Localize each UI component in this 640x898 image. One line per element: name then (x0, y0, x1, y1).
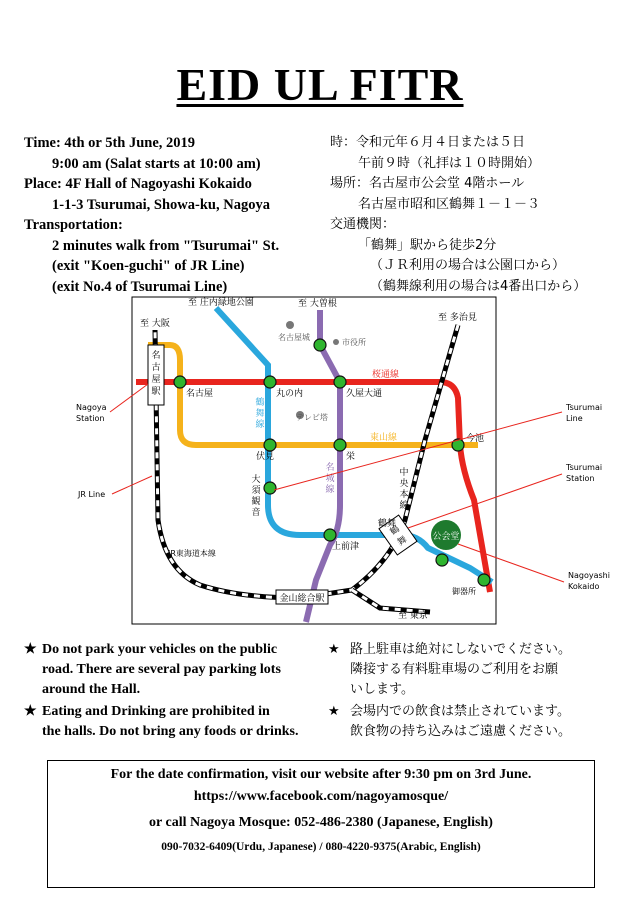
station-marunouchi-marker (264, 376, 276, 388)
ann-tsurumai-station: Tsurumai Station (566, 463, 603, 483)
contact-line-3: or call Nagoya Mosque: 052-486-2380 (Japanese, English) (149, 815, 493, 830)
english-details (24, 133, 279, 297)
star-icon: ★ (24, 704, 37, 719)
station-gokisho-marker (478, 574, 490, 586)
note-eating-ja: ★ 会場内での飲食は禁止されています。 飲食物の持ち込みはご遠慮ください。 (328, 704, 572, 739)
transport-line-1-ja: 「鶴舞」駅から徒歩2分 (358, 237, 497, 253)
svg-text:鶴: 鶴 (388, 524, 402, 538)
kokaido-label-jp: 公会堂 (432, 532, 460, 542)
station-gokisho-marker-1 (436, 554, 448, 566)
time-detail: 9:00 am (Salat starts at 10:00 am) (52, 155, 261, 172)
station-osukannon-marker (264, 482, 276, 494)
route-map (0, 295, 640, 630)
time-detail-ja: 午前９時（礼拝は１０時開始） (358, 155, 541, 171)
time-line-ja: 時：令和元年６月４日または５日 (330, 135, 526, 150)
time-line: Time: 4th or 5th June, 2019 (24, 135, 196, 151)
star-icon: ★ (328, 704, 340, 719)
st-hisayaodori-label: 久屋大通 (346, 389, 383, 399)
st-marunouchi-label: 丸の内 (276, 389, 304, 399)
chuo-line-label: 中央本線 (399, 468, 409, 511)
st-kamimaezu-label: 上前津 (332, 542, 360, 552)
to-ozone-label: 至 大曽根 (298, 299, 337, 309)
sakuradori-line-label: 桜通線 (372, 370, 400, 380)
higashiyama-line-label: 東山線 (370, 433, 398, 443)
star-icon: ★ (328, 642, 340, 657)
station-fushimi-marker (264, 439, 276, 451)
note-parking-ja: ★ 路上駐車は絶対にしないでください。 隣接する有料駐車場のご利用をお願 いします。 (328, 642, 572, 697)
notes-japanese (328, 640, 630, 744)
to-shonai-label: 至 庄内緑地公園 (188, 298, 254, 308)
nagoya-castle-label: 名古屋城 (278, 333, 310, 342)
star-icon: ★ (24, 642, 37, 657)
page-title: EID UL FITR (176, 59, 464, 110)
to-tokyo-label: 至 東京 (398, 611, 428, 621)
to-osaka-label: 至 大阪 (140, 319, 170, 329)
note-parking-en: ★ Do not park your vehicles on the public road. There are several pay parking lots around the Hall. (24, 642, 281, 697)
transport-line-3-ja: （鶴舞線利用の場合は4番出口から） (370, 278, 587, 294)
station-sakae-marker (334, 439, 346, 451)
contact-line-4: 090-7032-6409(Urdu, Japanese) / 080-4220-9375(Arabic, English) (161, 841, 481, 853)
transport-line-2-ja: （ＪＲ利用の場合は公園口から） (370, 258, 566, 273)
place-address-ja: 名古屋市昭和区鶴舞１－１－３ (358, 196, 541, 212)
st-gokisho-label: 御器所 (452, 587, 476, 596)
ann-tsurumai-line: Tsurumai Line (566, 403, 603, 423)
nagoya-castle-icon (286, 321, 294, 329)
notes-english (24, 640, 322, 744)
ann-kokaido: Nagoyashi Kokaido (568, 571, 610, 591)
st-imaike-label: 今池 (466, 434, 485, 444)
station-hisayaodori-marker (334, 376, 346, 388)
tokaido-line-label: JR東海道本線 (168, 549, 216, 558)
st-nagoya-label: 名古屋 (186, 389, 214, 399)
meijo-line-label: 名城線 (325, 463, 335, 495)
city-hall-icon (333, 339, 339, 345)
nagoya-station-jp: 名古屋駅 (151, 351, 161, 397)
note-eating-en: ★ Eating and Drinking are prohibited in the halls. Do not bring any foods or drinks. (24, 704, 299, 739)
tsurumai-line-label: 鶴舞線 (255, 398, 265, 430)
transport-line-3: (exit No.4 of Tsurumai Line) (52, 278, 228, 295)
transport-line-2: (exit "Koen-guchi" of JR Line) (52, 258, 245, 274)
station-kamimaezu-marker (324, 529, 336, 541)
transport-line-1: 2 minutes walk from "Tsurumai" St. (52, 237, 280, 254)
contact-box (47, 760, 595, 888)
kanayama-station-label: 金山総合駅 (279, 594, 325, 604)
place-address: 1-1-3 Tsurumai, Showa-ku, Nagoya (52, 196, 270, 213)
st-osukannon-label: 大須観音 (251, 475, 261, 518)
ann-nagoya-station: Nagoya Station (76, 403, 107, 423)
city-hall-label: 市役所 (342, 338, 366, 347)
st-tsurumai-label: 鶴舞 (378, 519, 397, 529)
place-line-ja: 場所：名古屋市公会堂 4階ホール (330, 176, 525, 191)
svg-text:舞: 舞 (396, 534, 410, 549)
ann-jr-line: JR Line (78, 490, 106, 499)
station-shiyakusho-marker (314, 339, 326, 351)
transport-heading-ja: 交通機関： (330, 217, 396, 232)
contact-line-1: For the date confirmation, visit our website after 9:30 pm on 3rd June. (110, 767, 532, 782)
website-link[interactable]: https://www.facebook.com/nagoyamosque/ (193, 789, 449, 804)
station-nagoya-marker (174, 376, 186, 388)
place-line: Place: 4F Hall of Nagoyashi Kokaido (24, 176, 252, 192)
st-fushimi-label: 伏見 (256, 452, 275, 462)
transport-heading: Transportation: (24, 217, 123, 233)
st-sakae-label: 栄 (346, 452, 356, 462)
to-tajimi-label: 至 多治見 (438, 313, 477, 323)
japanese-details (330, 133, 586, 297)
tv-tower-label: テレビ塔 (296, 413, 328, 422)
